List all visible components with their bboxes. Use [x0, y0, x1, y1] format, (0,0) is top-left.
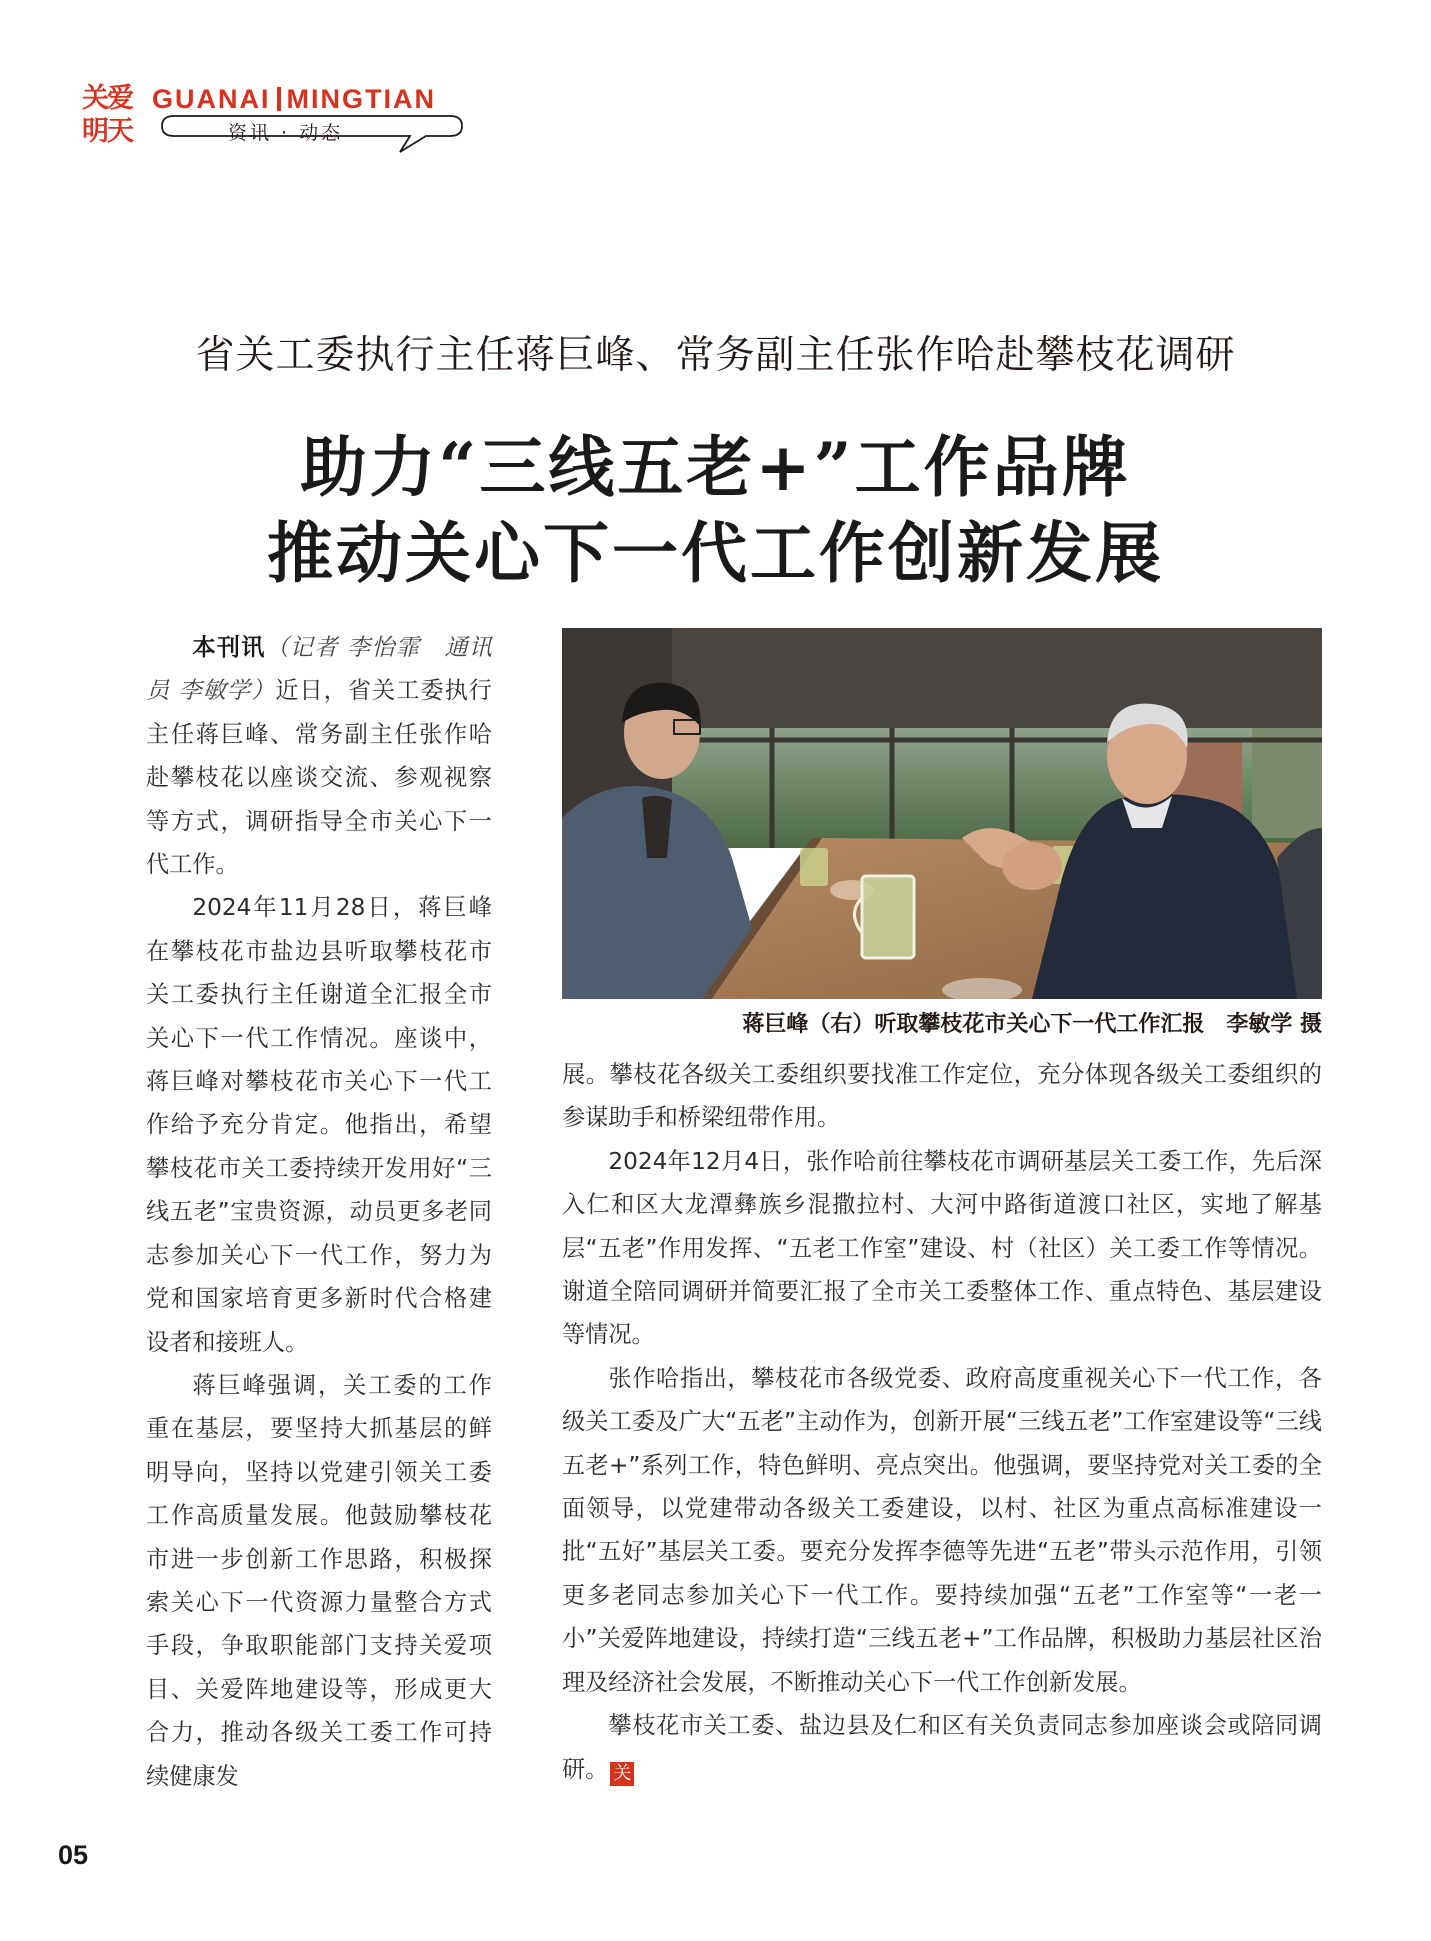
headline-line-2: 推动关心下一代工作创新发展 [267, 514, 1164, 592]
paragraph-3-start: 蒋巨峰强调，关工委的工作重在基层，要坚持大抓基层的鲜明导向，坚持以党建引领关工委工作高质量发展。他鼓励攀枝花市进一步创新工作思路，积极探索关心下一代资源力量整合方式手段，争取职能部门支持关爱项目、关爱阵地建设等，形成更大合力，推动各级关工委工作可持续健康发 [146, 1371, 492, 1790]
brand-separator [277, 87, 281, 111]
brand-wordmark [152, 84, 436, 115]
logo-line-2: 明天 [82, 116, 132, 147]
body-column-right [562, 1053, 1322, 1791]
byline: （记者 李怡霏 通讯员 李敏学） [146, 634, 492, 705]
page-number: 05 [58, 1840, 89, 1870]
paragraph-6 [562, 1704, 1322, 1791]
lead-tag: 本刊讯 [192, 634, 266, 661]
magazine-logo [82, 82, 140, 148]
section-label: 资讯 · 动态 [228, 122, 344, 144]
article-kicker: 省关工委执行主任蒋巨峰、常务副主任张作哈赴攀枝花调研 [195, 333, 1236, 378]
paragraph-5: 张作哈指出，攀枝花市各级党委、政府高度重视关心下一代工作，各级关工委及广大“五老”主动作为，创新开展“三线五老”工作室建设等“三线五老+”系列工作，特色鲜明、亮点突出。他强调，要坚持党对关工委的全面领导，以党建带动各级关工委建设，以村、社区为重点高标准建设一批“五好”基层关工委。要充分发挥李德等先进“五老”带头示范作用，引领更多老同志参加关心下一代工作。要持续加强“五老”工作室等“一老一小”关爱阵地建设，持续打造“三线五老+”工作品牌，积极助力基层社区治理及经济社会发展，不断推动关心下一代工作创新发展。 [562, 1364, 1322, 1696]
lead-paragraph [146, 626, 492, 886]
paragraph-6-text: 攀枝花市关工委、盐边县及仁和区有关负责同志参加座谈会或陪同调研。 [562, 1712, 1322, 1783]
masthead [0, 0, 1431, 170]
photo-caption: 蒋巨峰（右）听取攀枝花市关心下一代工作汇报 李敏学 摄 [742, 1012, 1322, 1037]
end-mark-icon: 关 [610, 1762, 634, 1786]
paragraph-2: 2024年11月28日，蒋巨峰在攀枝花市盐边县听取攀枝花市关工委执行主任谢道全汇报全市关心下一代工作情况。座谈中，蒋巨峰对攀枝花市关心下一代工作给予充分肯定。他指出，希望攀枝花市关工委持续开发用好“三线五老”宝贵资源，动员更多老同志参加关心下一代工作，努力为党和国家培育更多新时代合格建设者和接班人。 [146, 894, 492, 1356]
article-photo [562, 628, 1322, 999]
brand-left: GUANAI [152, 84, 271, 114]
paragraph-3-continued: 展。攀枝花各级关工委组织要找准工作定位，充分体现各级关工委组织的参谋助手和桥梁纽带作用。 [562, 1061, 1322, 1132]
logo-line-1: 关爱 [82, 83, 132, 114]
paragraph-4: 2024年12月4日，张作哈前往攀枝花市调研基层关工委工作，先后深入仁和区大龙潭彝族乡混撒拉村、大河中路街道渡口社区，实地了解基层“五老”作用发挥、“五老工作室”建设、村（社区）关工委工作等情况。谢道全陪同调研并简要汇报了全市关工委整体工作、重点特色、基层建设等情况。 [562, 1147, 1322, 1349]
brand-right: MINGTIAN [286, 84, 436, 114]
lead-text: 近日，省关工委执行主任蒋巨峰、常务副主任张作哈赴攀枝花以座谈交流、参观视察等方式，调研指导全市关心下一代工作。 [146, 677, 492, 879]
headline-line-1: 助力“三线五老+”工作品牌 [300, 428, 1131, 506]
body-column-left [146, 626, 492, 1798]
